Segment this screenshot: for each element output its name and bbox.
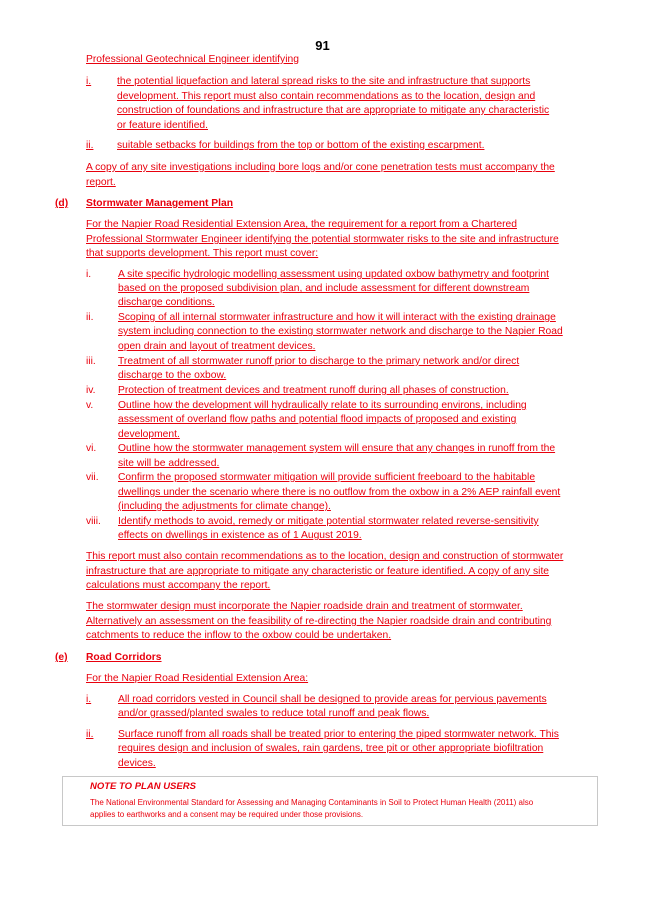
intro-item-i-line: construction of foundations and infrastructure that are appropriate to mitigate any characteristic bbox=[117, 105, 550, 116]
intro-item-i-line: development. This report must also contain recommendations as to the location, design and bbox=[117, 91, 536, 102]
section-d-item-vii-line: (including the adjustments for climate change). bbox=[118, 501, 331, 512]
section-d-item-ii-number: ii. bbox=[86, 312, 94, 323]
section-d-item-iii-line: Treatment of all stormwater runoff prior to discharge to the primary network and/or direct bbox=[118, 356, 520, 367]
section-e-item-ii-number: ii. bbox=[86, 729, 94, 740]
section-e-intro-line: For the Napier Road Residential Extension Area: bbox=[86, 673, 309, 684]
section-e-item-ii-line: requires design and inclusion of swales, rain gardens, tree pit or other appropriate biofiltration bbox=[118, 743, 544, 754]
section-e-item-ii-line: Surface runoff from all roads shall be treated prior to entering the piped stormwater network. This bbox=[118, 729, 559, 740]
section-d-item-i-line: based on the proposed subdivision plan, and include assessment for different downstream bbox=[118, 283, 530, 294]
intro-item-ii-number: ii. bbox=[86, 140, 94, 151]
page-number: 91 bbox=[315, 38, 330, 53]
section-e-title: Road Corridors bbox=[86, 652, 162, 663]
intro-line: Professional Geotechnical Engineer identifying bbox=[86, 54, 299, 65]
section-d-item-v-line: assessment of overland flow paths and potential flood impacts of proposed and existing bbox=[118, 414, 517, 425]
note-title: NOTE TO PLAN USERS bbox=[90, 781, 196, 792]
section-d-item-v-line: development. bbox=[118, 429, 180, 440]
intro-copy-line: report. bbox=[86, 177, 116, 188]
section-d-item-viii-line: effects on dwellings in existence as of 1 August 2019. bbox=[118, 530, 362, 541]
section-d-item-v-line: Outline how the development will hydraulically relate to its surrounding environs, including bbox=[118, 400, 527, 411]
section-d-item-vi-line: Outline how the stormwater management system will ensure that any changes in runoff from the bbox=[118, 443, 556, 454]
section-d-item-viii-number: viii. bbox=[86, 516, 101, 527]
section-e-item-ii-line: devices. bbox=[118, 758, 156, 769]
section-d-item-viii-line: Identify methods to avoid, remedy or mitigate potential stormwater related reverse-sensitivity bbox=[118, 516, 539, 527]
section-d-item-v-number: v. bbox=[86, 400, 94, 411]
section-d-item-iv-number: iv. bbox=[86, 385, 96, 396]
section-d-item-vi-number: vi. bbox=[86, 443, 97, 454]
intro-item-i-number: i. bbox=[86, 76, 92, 87]
section-d-item-vii-number: vii. bbox=[86, 472, 99, 483]
section-d-item-ii-line: Scoping of all internal stormwater infrastructure and how it will interact with the existing drainage bbox=[118, 312, 556, 323]
section-e-item-i-line: All road corridors vested in Council shall be designed to provide areas for pervious pavements bbox=[118, 694, 547, 705]
section-e-item-i-line: and/or grassed/planted swales to reduce total runoff and peak flows. bbox=[118, 708, 430, 719]
section-d-item-iv-line: Protection of treatment devices and treatment runoff during all phases of construction. bbox=[118, 385, 509, 396]
intro-item-i-line: or feature identified. bbox=[117, 120, 209, 131]
section-d-item-i-line: discharge conditions. bbox=[118, 297, 215, 308]
section-d-para2-line: catchments to reduce the inflow to the oxbow could be undertaken. bbox=[86, 630, 392, 641]
section-d-para2-line: The stormwater design must incorporate the Napier roadside drain and treatment of stormwater. bbox=[86, 601, 523, 612]
section-d-para1-line: calculations must accompany the report. bbox=[86, 580, 271, 591]
section-d-item-i-number: i. bbox=[86, 269, 92, 280]
section-d-item-ii-line: system including connection to the existing stormwater network and discharge to the Napier Road bbox=[118, 326, 563, 337]
section-d-item-ii-line: open drain and layout of treatment devices. bbox=[118, 341, 316, 352]
note-line: The National Environmental Standard for Assessing and Managing Contaminants in Soil to Protect Human Health (2011) also bbox=[90, 798, 534, 807]
section-e-item-i-number: i. bbox=[86, 694, 92, 705]
section-d-item-iii-line: discharge to the oxbow. bbox=[118, 370, 227, 381]
section-d-item-iii-number: iii. bbox=[86, 356, 96, 367]
section-d-item-vi-line: site will be addressed. bbox=[118, 458, 220, 469]
intro-item-ii-line: suitable setbacks for buildings from the top or bottom of the existing escarpment. bbox=[117, 140, 485, 151]
section-d-intro-line: For the Napier Road Residential Extension Area, the requirement for a report from a Chartered bbox=[86, 219, 517, 230]
section-d-intro-line: Professional Stormwater Engineer identifying the potential stormwater risks to the site and infrastructure bbox=[86, 234, 559, 245]
section-d-para2-line: Alternatively an assessment on the feasibility of re-directing the Napier roadside drain and contributing bbox=[86, 616, 552, 627]
section-d-title: Stormwater Management Plan bbox=[86, 198, 234, 209]
section-d-intro-line: that supports development. This report must cover: bbox=[86, 248, 319, 259]
intro-item-i-line: the potential liquefaction and lateral spread risks to the site and infrastructure that supports bbox=[117, 76, 531, 87]
section-d-item-i-line: A site specific hydrologic modelling assessment using updated oxbow bathymetry and footprint bbox=[118, 269, 549, 280]
section-d-label: (d) bbox=[55, 198, 69, 209]
section-d-item-vii-line: dwellings under the scenario where there is no outflow from the oxbow in a 2% AEP rainfall event bbox=[118, 487, 561, 498]
note-line: applies to earthworks and a consent may be required under those provisions. bbox=[90, 810, 364, 819]
section-e-label: (e) bbox=[55, 652, 68, 663]
section-d-para1-line: This report must also contain recommendations as to the location, design and construction of stormwater bbox=[86, 551, 564, 562]
section-d-para1-line: infrastructure that are appropriate to mitigate any characteristic or feature identified. A copy of any site bbox=[86, 566, 550, 577]
intro-copy-line: A copy of any site investigations including bore logs and/or cone penetration tests must accompany the bbox=[86, 162, 555, 173]
section-d-item-vii-line: Confirm the proposed stormwater mitigation will provide sufficient freeboard to the habitable bbox=[118, 472, 536, 483]
